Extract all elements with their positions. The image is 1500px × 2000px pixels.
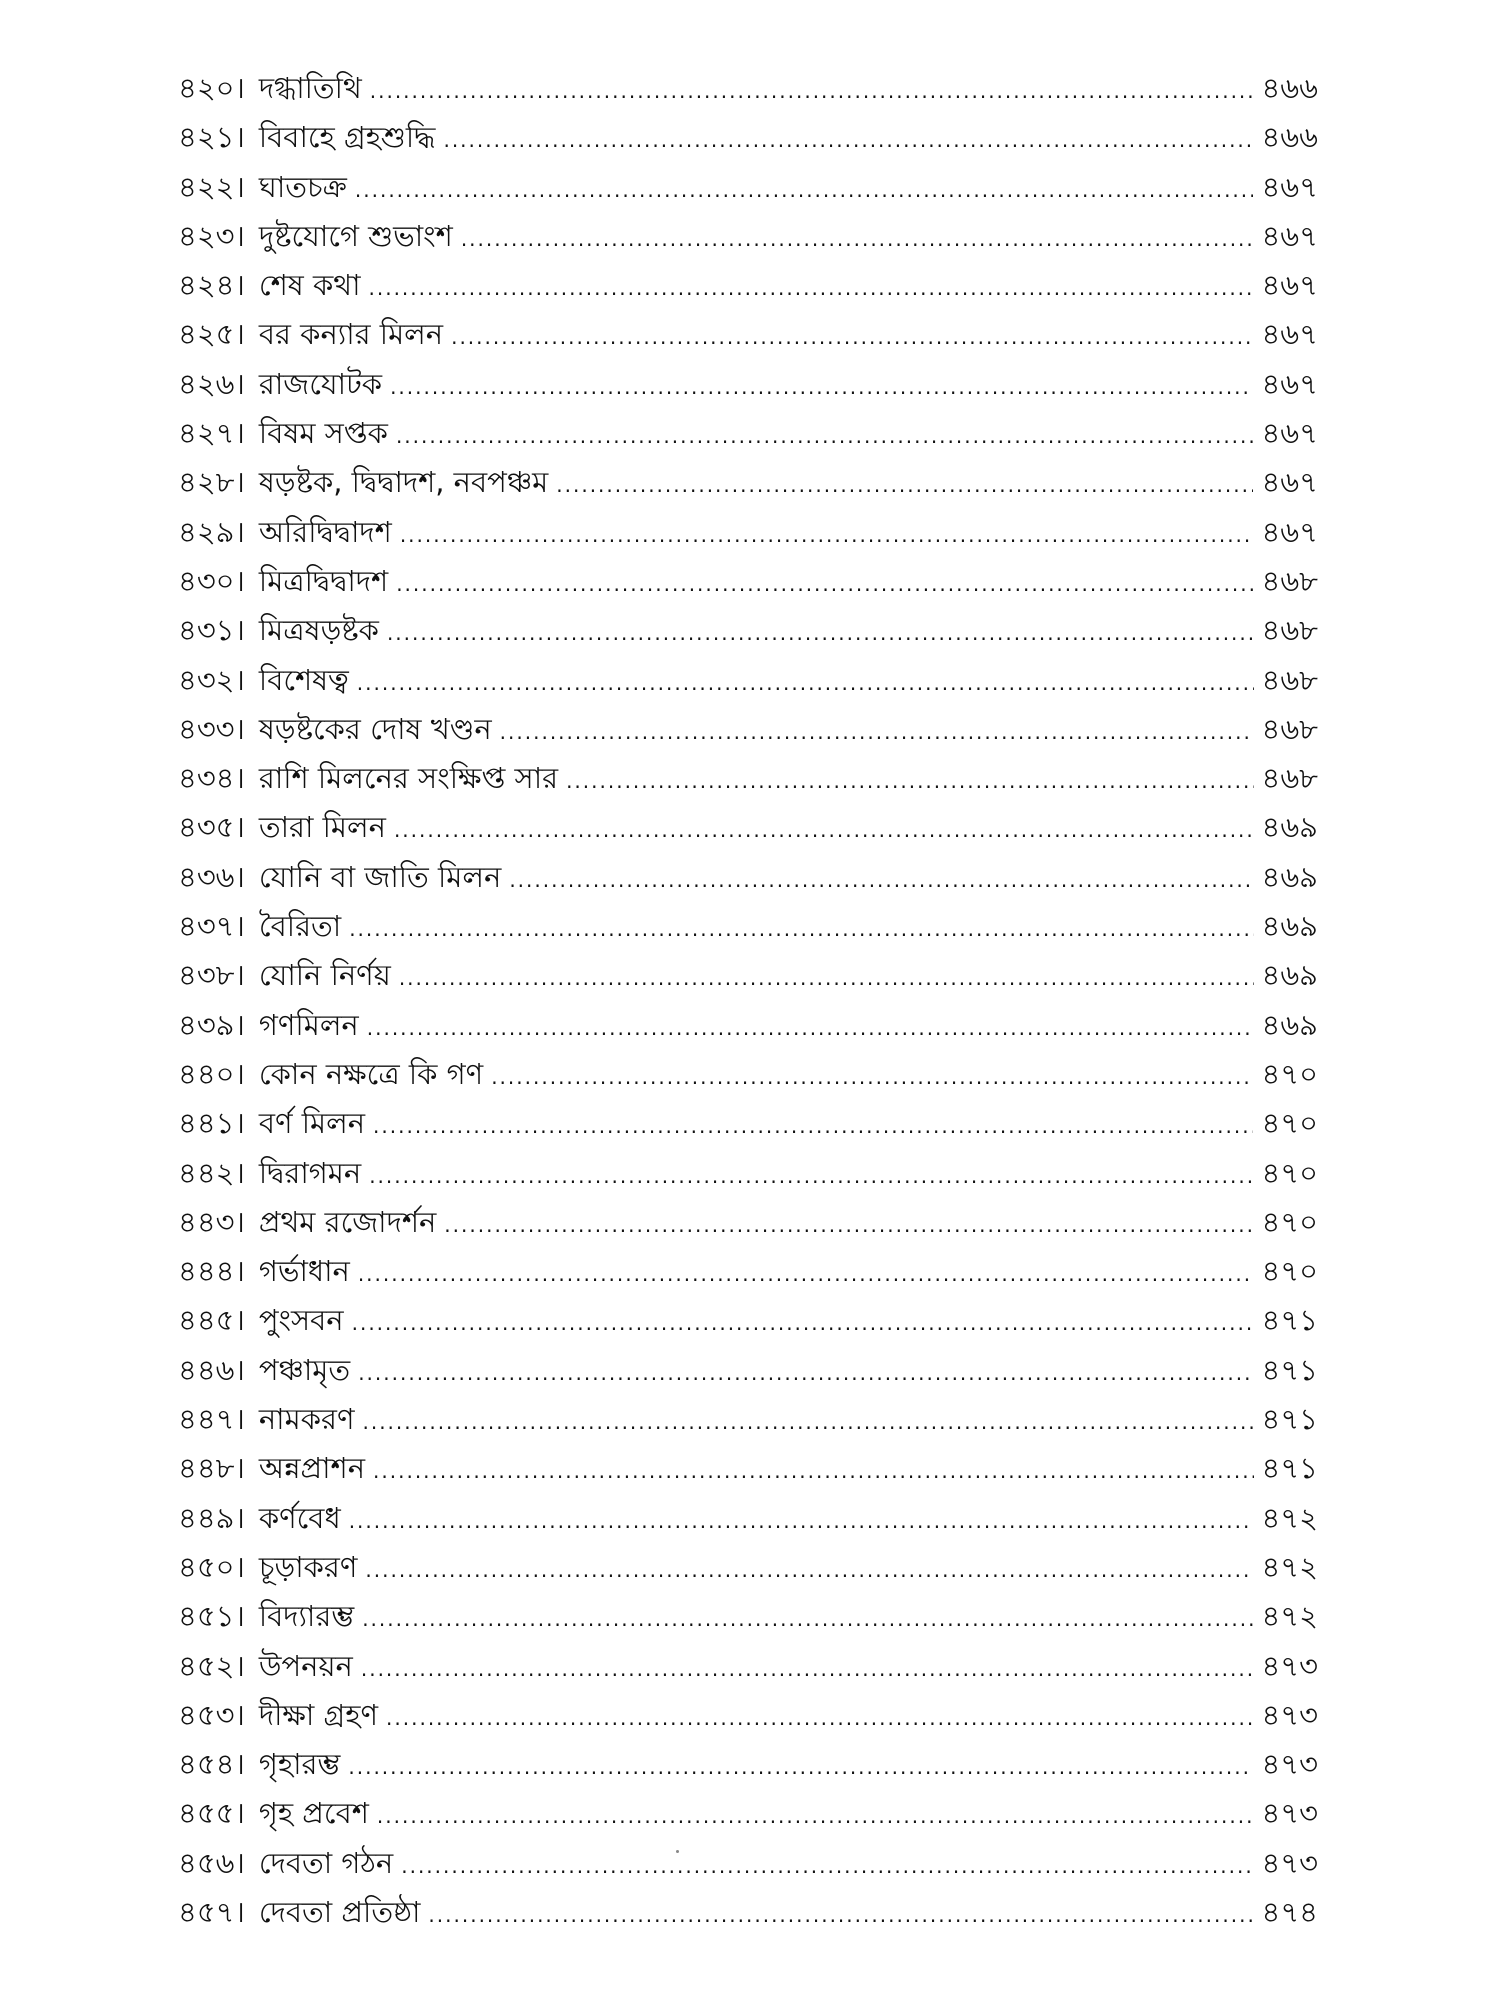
entry-page-number: ৪৬৭ [1261,218,1318,253]
dot-leader [373,1447,1253,1496]
entry-title: মিত্রষড়ষ্টক [258,613,379,648]
toc-entry [178,163,1318,212]
entry-number: ৪৪২। [178,1155,245,1190]
toc-entry [178,409,1318,458]
entry-page-number: ৪৭৩ [1261,1796,1318,1831]
entry-title: পঞ্চামৃত [258,1352,351,1387]
entry-number: ৪৩৪। [178,761,245,796]
dot-leader [556,461,1253,510]
toc-entry [178,310,1318,359]
entry-number: ৪২২। [178,169,245,204]
entry-page-number: ৪৬৯ [1261,909,1318,944]
entry-number: ৪৩৩। [178,711,245,746]
toc-entry [178,113,1318,162]
dot-leader [461,215,1254,264]
dot-leader [428,1891,1253,1940]
dot-leader [399,954,1254,1003]
entry-title: চূড়াকরণ [258,1549,358,1584]
dot-leader [386,1694,1253,1743]
dot-leader [348,1743,1253,1792]
entry-page-number: ৪৬৭ [1261,366,1318,401]
dot-leader [387,609,1254,658]
entry-number: ৪৪৫। [178,1303,245,1338]
entry-page-number: ৪৬৭ [1261,317,1318,352]
dot-leader [352,1299,1254,1348]
toc-entry [178,656,1318,705]
dot-leader [491,1053,1253,1102]
entry-title: ঘাতচক্র [258,169,347,204]
entry-number: ৪৪৯। [178,1500,245,1535]
table-of-contents [178,64,1318,1937]
toc-entry [178,902,1318,951]
entry-title: বিবাহে গ্রহশুদ্ধি [258,120,436,155]
entry-number: ৪২৪। [178,268,245,303]
toc-entry [178,557,1318,606]
entry-number: ৪২৮। [178,465,245,500]
entry-number: ৪৫৪। [178,1747,245,1782]
entry-title: বিশেষত্ব [258,662,349,697]
entry-page-number: ৪৬৭ [1261,416,1318,451]
entry-page-number: ৪৬৯ [1261,810,1318,845]
entry-number: ৪৪৩। [178,1204,245,1239]
dot-leader [401,1842,1253,1891]
entry-number: ৪৩২। [178,662,245,697]
entry-page-number: ৪৭২ [1261,1549,1318,1584]
toc-entry [178,1543,1318,1592]
entry-title: বৈরিতা [258,909,342,944]
toc-entry [178,1444,1318,1493]
dot-leader [377,1792,1254,1841]
entry-number: ৪৫৫। [178,1796,245,1831]
entry-page-number: ৪৬৮ [1261,761,1318,796]
entry-title: দগ্ধাতিথি [258,71,362,105]
entry-title: প্রথম রজোদর্শন [258,1204,437,1239]
entry-number: ৪৫৩। [178,1697,245,1732]
entry-title: বর কন্যার মিলন [258,317,444,352]
entry-number: ৪৪১। [178,1106,245,1141]
entry-title: দ্বিরাগমন [258,1155,362,1190]
entry-number: ৪৩০। [178,563,245,598]
entry-page-number: ৪৬৮ [1261,711,1318,746]
entry-title: ষড়ষ্টকের দোষ খণ্ডন [258,711,492,746]
dot-leader [396,412,1254,461]
entry-number: ৪৪০। [178,1056,245,1091]
entry-title: শেষ কথা [258,268,361,303]
toc-entry [178,1247,1318,1296]
dot-leader [358,1349,1253,1398]
toc-entry [178,606,1318,655]
toc-entry [178,1642,1318,1691]
entry-title: অন্নপ্রাশন [258,1451,366,1486]
entry-number: ৪৩৮। [178,958,245,993]
entry-number: ৪২৩। [178,218,245,253]
toc-entry [178,1740,1318,1789]
entry-number: ৪৩১। [178,613,245,648]
dot-leader [362,1595,1253,1644]
dot-leader [400,511,1254,560]
entry-page-number: ৪৭৩ [1261,1648,1318,1683]
entry-number: ৪৩৫। [178,810,245,845]
entry-number: ৪২৯। [178,514,245,549]
entry-page-number: ৪৭১ [1261,1451,1318,1486]
dot-leader [509,856,1253,905]
toc-entry [178,1198,1318,1247]
entry-title: বর্ণ মিলন [258,1106,366,1141]
toc-entry [178,1346,1318,1395]
entry-title: দেবতা গঠন [258,1845,394,1880]
entry-page-number: ৪৭০ [1261,1254,1318,1289]
dot-leader [365,1546,1253,1595]
toc-entry [178,1050,1318,1099]
entry-title: রাশি মিলনের সংক্ষিপ্ত সার [258,761,559,796]
entry-number: ৪২৭। [178,416,245,451]
entry-title: ষড়ষ্টক, দ্বিদ্বাদশ, নবপঞ্চম [258,465,549,500]
entry-page-number: ৪৭১ [1261,1402,1318,1437]
dot-leader [362,1398,1253,1447]
dot-leader [367,1004,1254,1053]
entry-title: দীক্ষা গ্রহণ [258,1697,379,1732]
entry-number: ৪২১। [178,120,245,155]
dot-leader [390,363,1253,412]
entry-number: ৪৪৬। [178,1352,245,1387]
dot-leader [444,1201,1253,1250]
entry-page-number: ৪৬৭ [1261,465,1318,500]
dot-leader [443,116,1253,165]
entry-page-number: ৪৭৩ [1261,1697,1318,1732]
entry-page-number: ৪৬৮ [1261,662,1318,697]
dot-leader [349,905,1253,954]
toc-entry [178,1395,1318,1444]
entry-page-number: ৪৭৩ [1261,1845,1318,1880]
dot-leader [396,560,1253,609]
toc-entry [178,508,1318,557]
dot-leader [358,1250,1254,1299]
entry-page-number: ৪৭৩ [1261,1747,1318,1782]
toc-entry [178,1099,1318,1148]
print-speck [676,1850,679,1853]
entry-number: ৪৫২। [178,1648,245,1683]
entry-title: গণমিলন [258,1007,359,1042]
entry-title: গর্ভাধান [258,1254,350,1289]
entry-number: ৪৫৬। [178,1845,245,1880]
toc-entry [178,1149,1318,1198]
entry-title: যোনি নির্ণয় [258,958,391,993]
toc-entry [178,1296,1318,1345]
entry-page-number: ৪৬৭ [1261,169,1318,204]
entry-page-number: ৪৭২ [1261,1599,1318,1634]
toc-entry [178,1001,1318,1050]
entry-page-number: ৪৬৮ [1261,563,1318,598]
dot-leader [349,1497,1254,1546]
entry-number: ৪৪৪। [178,1254,245,1289]
entry-number: ৪২৬। [178,366,245,401]
entry-number: ৪২৫। [178,317,245,352]
entry-page-number: ৪৬৯ [1261,1007,1318,1042]
entry-page-number: ৪৭০ [1261,1056,1318,1091]
dot-leader [566,757,1253,806]
toc-entry [178,853,1318,902]
entry-title: বিদ্যারম্ভ [258,1599,355,1634]
entry-page-number: ৪৬৯ [1261,958,1318,993]
entry-number: ৪৫০। [178,1549,245,1584]
entry-title: পুংসবন [258,1303,344,1338]
entry-title: অরিদ্বিদ্বাদশ [258,514,392,549]
dot-leader [394,806,1254,855]
entry-title: গৃহ প্রবেশ [258,1796,369,1831]
toc-entry [178,1789,1318,1838]
entry-title: কোন নক্ষত্রে কি গণ [258,1056,484,1091]
dot-leader [369,1152,1253,1201]
entry-number: ৪২০। [178,71,245,105]
toc-entry [178,360,1318,409]
entry-number: ৪৩৯। [178,1007,245,1042]
toc-entry [178,212,1318,261]
entry-title: তারা মিলন [258,810,386,845]
entry-page-number: ৪৭০ [1261,1204,1318,1239]
dot-leader [373,1102,1253,1151]
toc-entry [178,951,1318,1000]
toc-entry [178,261,1318,310]
entry-number: ৪৪৭। [178,1402,245,1437]
entry-page-number: ৪৭০ [1261,1106,1318,1141]
toc-entry [178,1494,1318,1543]
entry-page-number: ৪৬৬ [1261,71,1318,105]
toc-entry [178,754,1318,803]
toc-entry [178,705,1318,754]
entry-number: ৪৩৬। [178,859,245,894]
dot-leader [357,659,1254,708]
entry-page-number: ৪৬৭ [1261,268,1318,303]
entry-title: কর্ণবেধ [258,1500,341,1535]
toc-entry [178,1592,1318,1641]
entry-page-number: ৪৬৯ [1261,859,1318,894]
dot-leader [355,166,1254,215]
entry-page-number: ৪৬৮ [1261,613,1318,648]
dot-leader [361,1645,1254,1694]
toc-entry [178,1839,1318,1888]
dot-leader [451,313,1253,362]
toc-entry [178,458,1318,507]
entry-title: বিষম সপ্তক [258,416,388,451]
toc-entry [178,64,1318,113]
entry-title: মিত্রদ্বিদ্বাদশ [258,563,389,598]
dot-leader [370,67,1254,116]
dot-leader [369,264,1254,313]
entry-title: দুষ্টযোগে শুভাংশ [258,218,453,253]
entry-number: ৪৫১। [178,1599,245,1634]
entry-title: দেবতা প্রতিষ্ঠা [258,1894,421,1929]
entry-page-number: ৪৭১ [1261,1303,1318,1338]
toc-entry [178,1691,1318,1740]
toc-entry [178,1888,1318,1937]
dot-leader [500,708,1254,757]
entry-number: ৪৫৭। [178,1894,245,1929]
entry-number: ৪৪৮। [178,1451,245,1486]
entry-page-number: ৪৬৬ [1261,120,1318,155]
entry-page-number: ৪৭৪ [1261,1894,1318,1929]
entry-title: যোনি বা জাতি মিলন [258,859,502,894]
entry-page-number: ৪৭০ [1261,1155,1318,1190]
entry-title: গৃহারম্ভ [258,1747,341,1782]
entry-page-number: ৪৬৭ [1261,514,1318,549]
entry-number: ৪৩৭। [178,909,245,944]
toc-entry [178,803,1318,852]
entry-title: নামকরণ [258,1402,355,1437]
entry-title: রাজযোটক [258,366,383,401]
entry-page-number: ৪৭১ [1261,1352,1318,1387]
entry-page-number: ৪৭২ [1261,1500,1318,1535]
entry-title: উপনয়ন [258,1648,353,1683]
